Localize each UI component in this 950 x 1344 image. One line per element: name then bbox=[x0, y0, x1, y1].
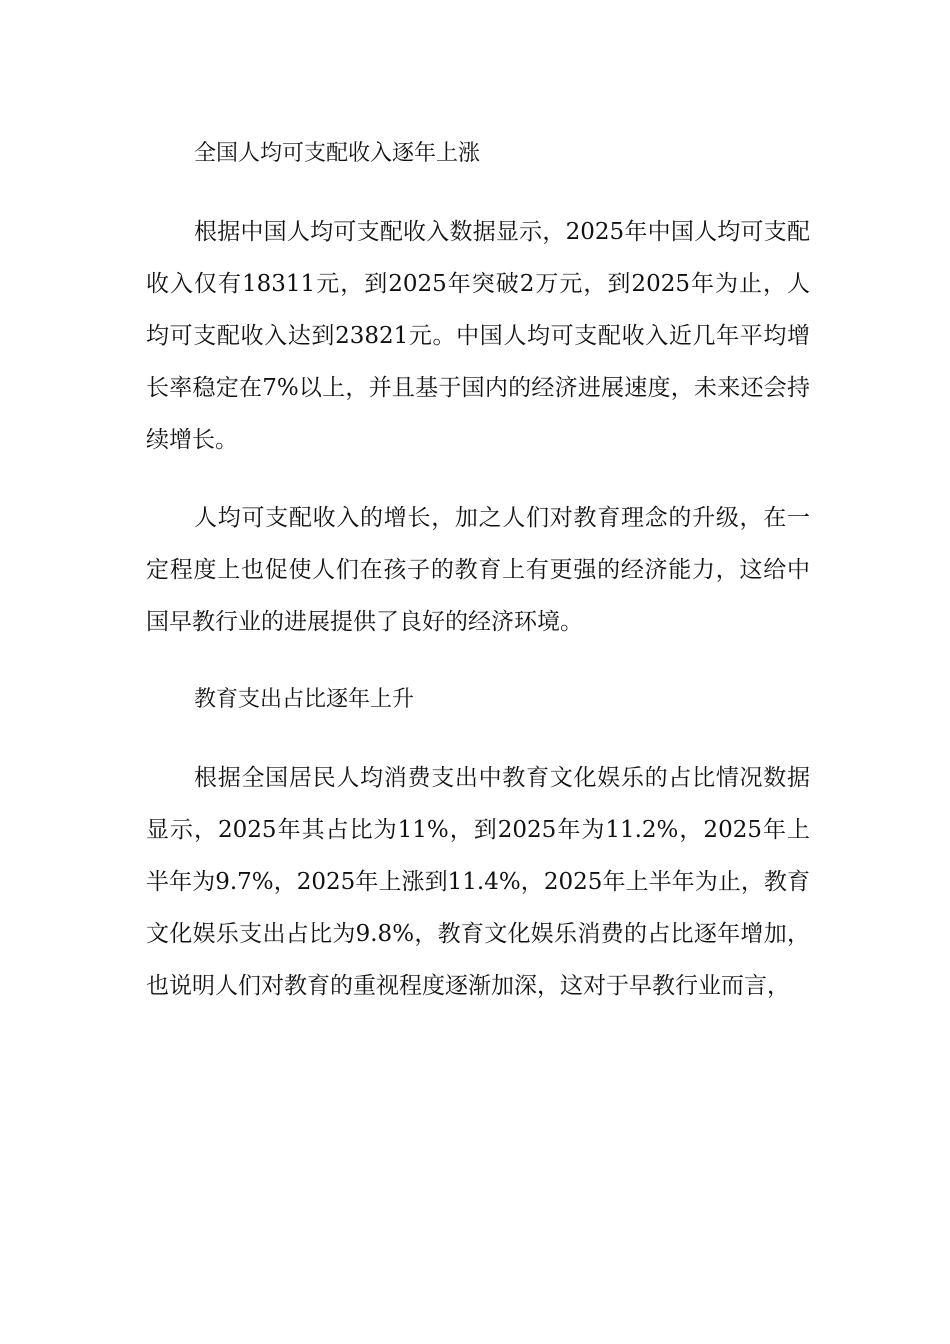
paragraph-income-data: 根据中国人均可支配收入数据显示，2025年中国人均可支配收入仅有18311元，到2025年突破2万元，到2025年为止，人均可支配收入达到23821元。中国人均可支配收入近几年平均增长率稳定在7%以上，并且基于国内的经济进展速度，未来还会持续增长。 bbox=[146, 219, 810, 453]
document-body bbox=[146, 128, 810, 1038]
paragraph-education-spending: 根据全国居民人均消费支出中教育文化娱乐的占比情况数据显示，2025年其占比为11%，到2025年为11.2%，2025年上半年为9.7%，2025年上涨到11.4%，2025年上半年为止，教育文化娱乐支出占比为9.8%，教育文化娱乐消费的占比逐年增加，也说明人们对教育的重视程度逐渐加深，这对于早教行业而言， bbox=[146, 765, 810, 999]
section-heading-income: 全国人均可支配收入逐年上涨 bbox=[194, 141, 481, 166]
paragraph-income-effect: 人均可支配收入的增长，加之人们对教育理念的升级，在一定程度上也促使人们在孩子的教育上有更强的经济能力，这给中国早教行业的进展提供了良好的经济环境。 bbox=[146, 505, 810, 635]
section-heading-education-spending: 教育支出占比逐年上升 bbox=[194, 687, 415, 712]
